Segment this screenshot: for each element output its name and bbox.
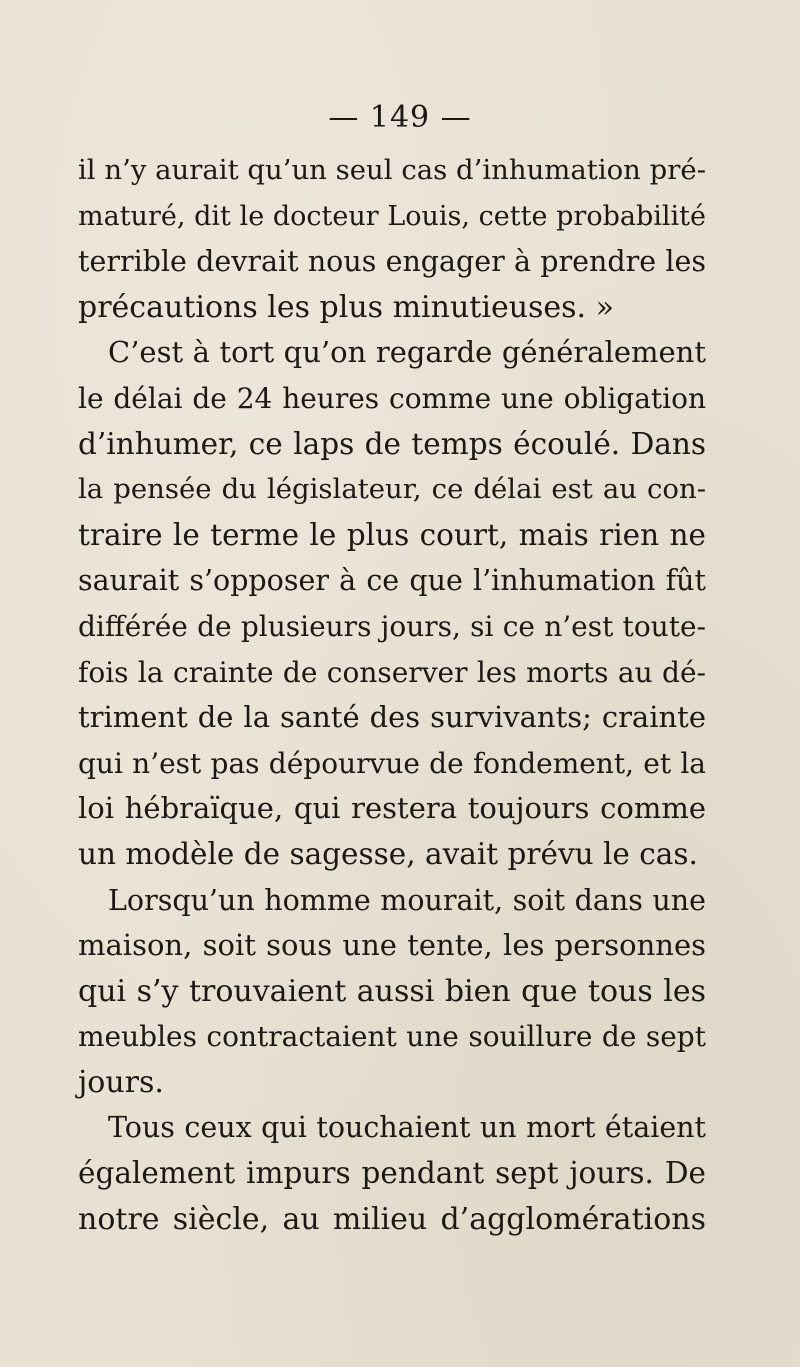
text-line: il n’y aurait qu’un seul cas d’inhumation pré-: [78, 154, 706, 186]
text-line: qui n’est pas dépourvue de fondement, et la: [78, 746, 706, 780]
text-line: fois la crainte de conserver les morts au dé-: [78, 655, 706, 689]
text-line: Lorsqu’un homme mourait, soit dans une: [108, 883, 706, 917]
text-line: notre siècle, au milieu d’agglomérations: [78, 1201, 706, 1237]
text-line: la pensée du législateur, ce délai est au con-: [78, 473, 706, 506]
text-line: saurait s’opposer à ce que l’inhumation fût: [78, 564, 706, 598]
text-line: différée de plusieurs jours, si ce n’est toute-: [78, 609, 706, 643]
text-line: loi hébraïque, qui restera toujours comme: [78, 791, 706, 826]
text-line: qui s’y trouvaient aussi bien que tous les: [78, 973, 706, 1009]
text-line: précautions les plus minutieuses. »: [78, 289, 614, 325]
text-line: maturé, dit le docteur Louis, cette probabilité: [78, 200, 706, 232]
page-number: — 149 —: [328, 100, 472, 135]
text-line: C’est à tort qu’on regarde généralement: [108, 335, 706, 370]
text-line: d’inhumer, ce laps de temps écoulé. Dans: [78, 426, 706, 461]
text-line: Tous ceux qui touchaient un mort étaient: [108, 1111, 706, 1145]
text-line: traire le terme le plus court, mais rien ne: [78, 517, 706, 552]
text-line: un modèle de sagesse, avait prévu le cas.: [78, 836, 698, 871]
text-line: maison, soit sous une tente, les personnes: [78, 928, 706, 963]
text-line: également impurs pendant sept jours. De: [78, 1156, 706, 1191]
body-text: [78, 148, 706, 1242]
text-line: terrible devrait nous engager à prendre les: [78, 245, 706, 279]
text-line: jours.: [78, 1064, 164, 1100]
text-line: meubles contractaient une souillure de sept: [78, 1020, 706, 1054]
text-line: triment de la santé des survivants; crainte: [78, 700, 706, 735]
text-line: le délai de 24 heures comme une obligation: [78, 381, 706, 415]
